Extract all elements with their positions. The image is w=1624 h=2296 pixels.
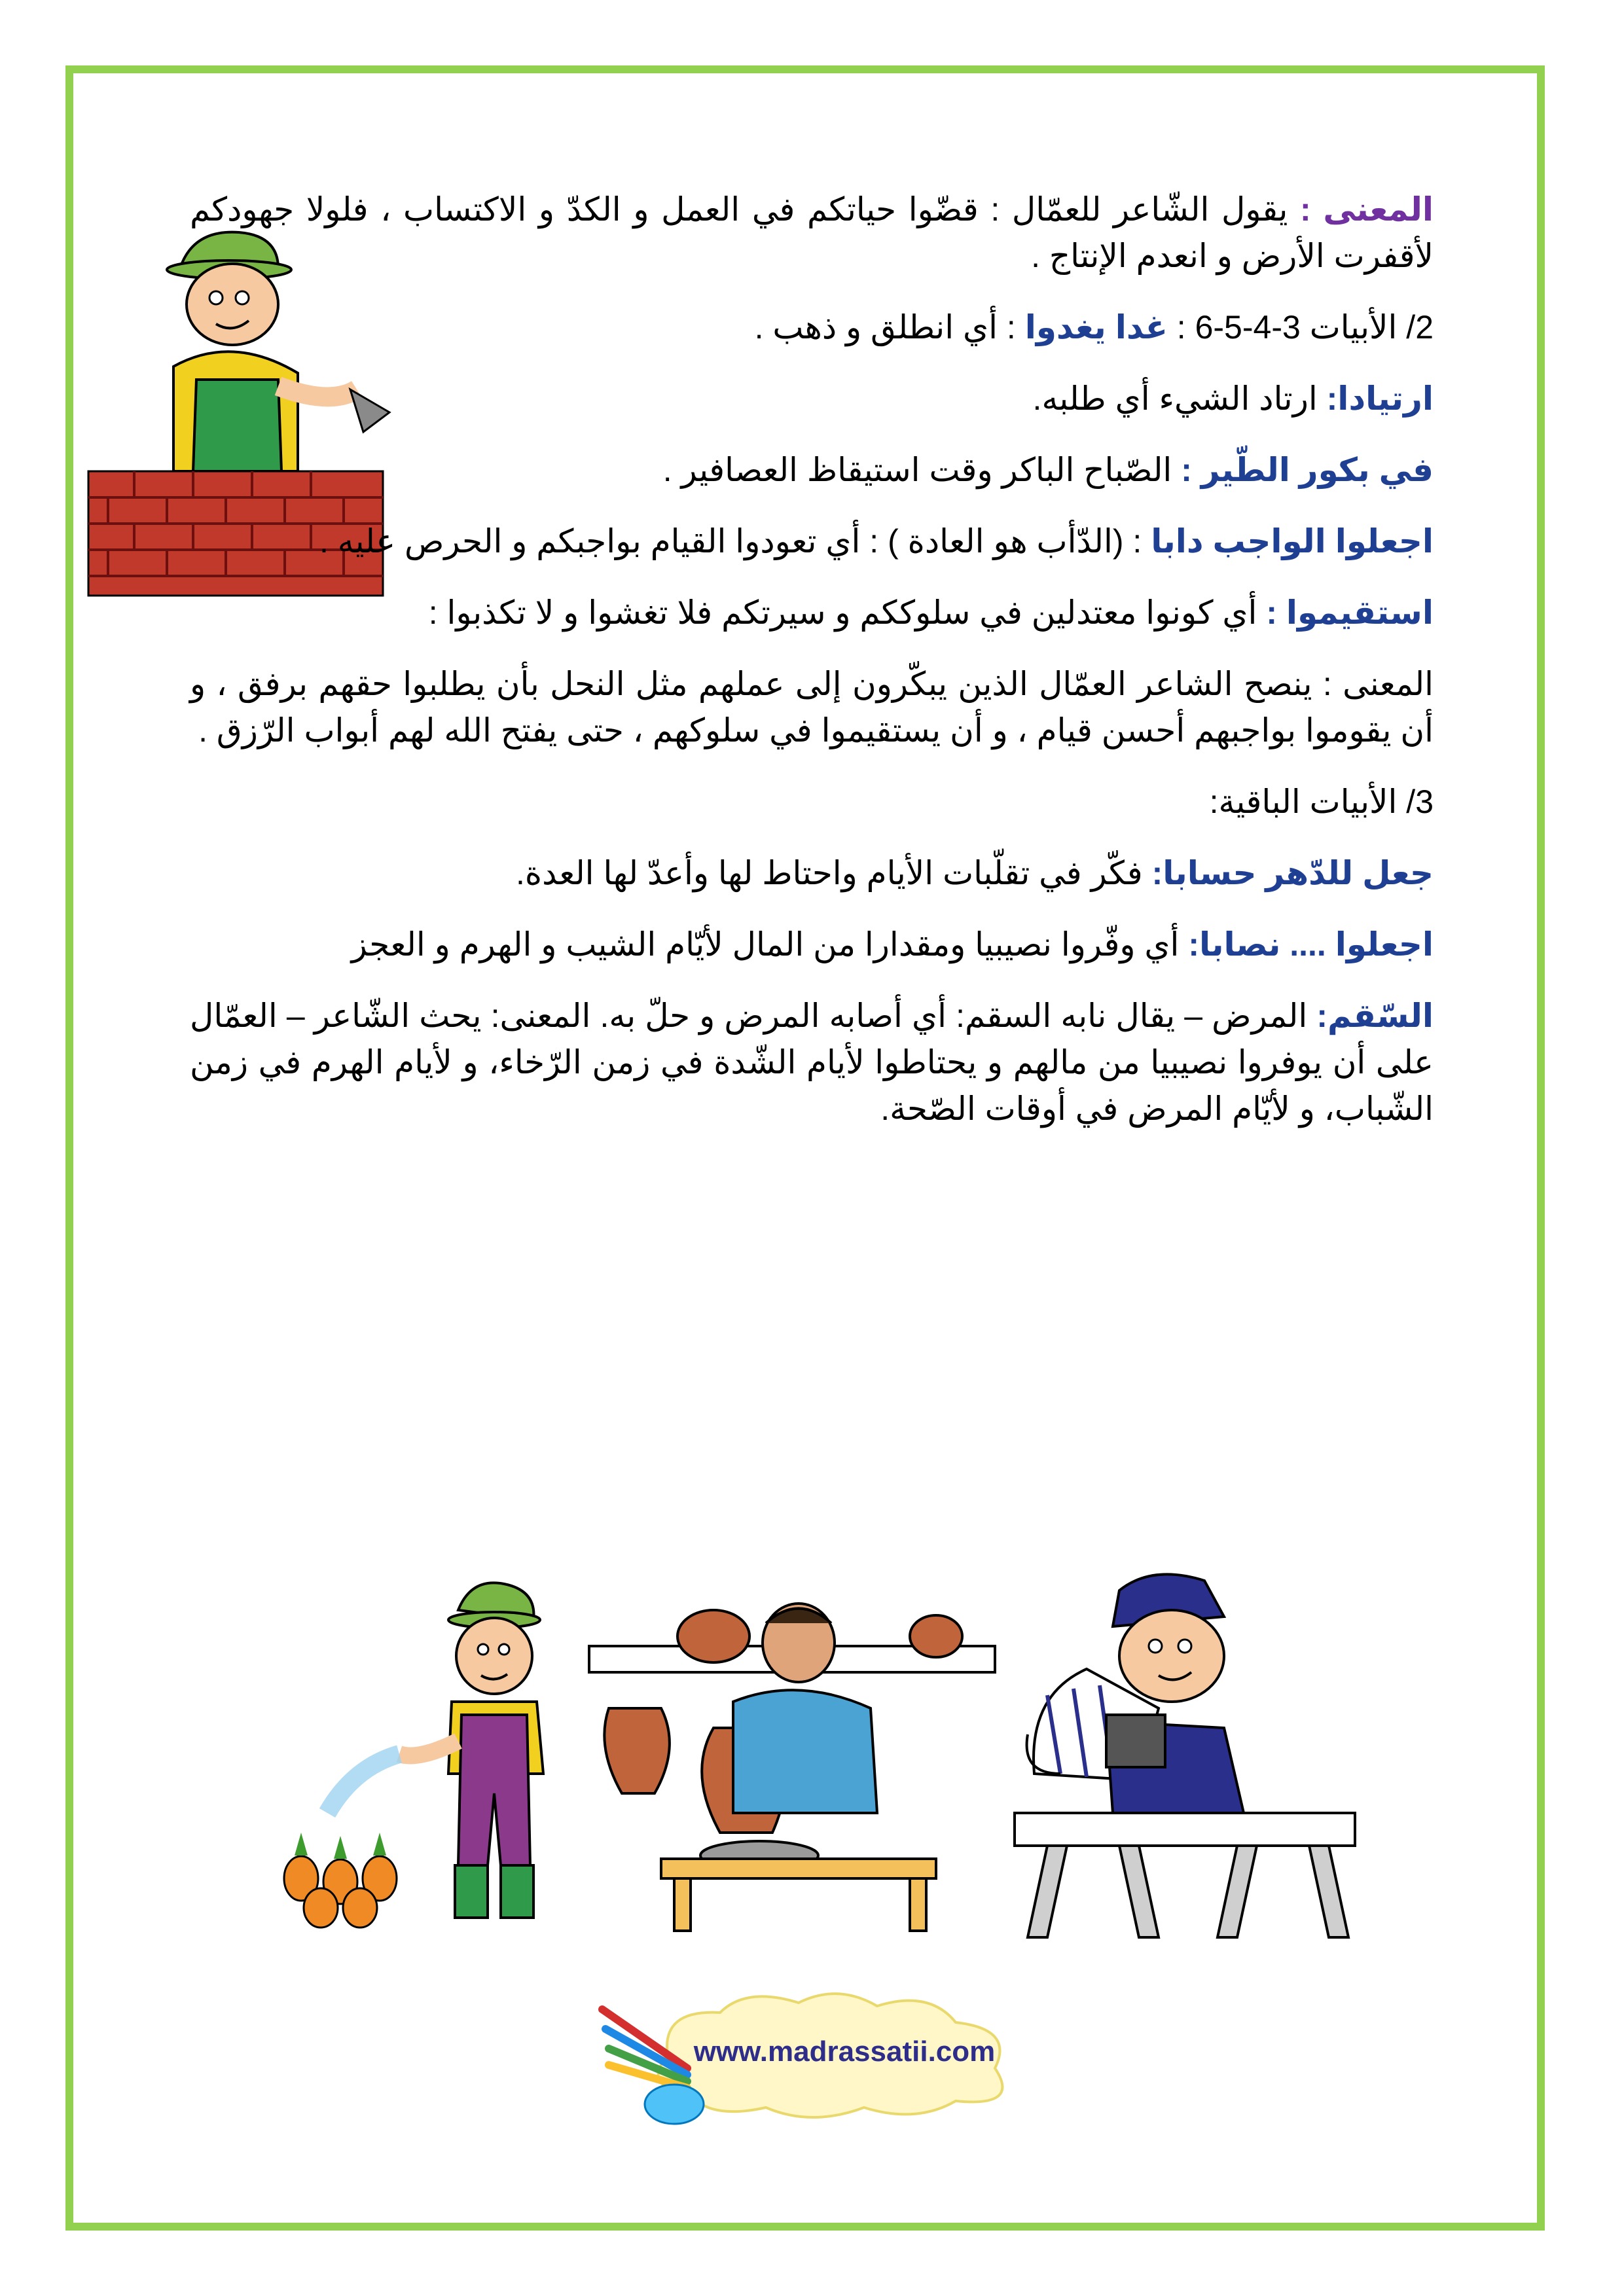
- term: غدا يغدوا: [1024, 309, 1168, 346]
- term: في بكور الطّير :: [1181, 452, 1434, 488]
- definition: ارتاد الشيء أي طلبه.: [1032, 380, 1327, 417]
- paragraph-remaining-verses: 3/ الأبيات الباقية:: [1209, 783, 1434, 820]
- section-label: 2/ الأبيات 3-4-5-6 :: [1167, 309, 1434, 346]
- paragraph-verses-3-6: [190, 304, 1434, 351]
- paragraph-meaning-2: المعنى : ينصح الشاعر العمّال الذين يبكّرون إلى عملهم مثل النحل بأن يطلبوا حقهم برفق ، و أن يقوموا بواجبهم أحسن قيام ، و أن يستقيموا في سلوكهم ، حتى يفتح الله لهم أبواب الرّزق .: [190, 666, 1434, 749]
- potter-illustration: [583, 1597, 1001, 1937]
- gardener-illustration: [275, 1571, 589, 1937]
- paragraph-meaning-1: [190, 187, 1434, 279]
- paragraph-irtiyad: [190, 376, 1434, 422]
- paragraph-istaqimu: [190, 590, 1434, 636]
- term: جعل للدّهر حسابا:: [1151, 855, 1434, 891]
- term: اجعلوا الواجب دابا: [1151, 523, 1434, 560]
- carpenter-illustration: [1008, 1564, 1362, 1950]
- paragraph-bukur: [190, 447, 1434, 493]
- term: المعنى :: [1300, 191, 1434, 228]
- definition: المرض – يقال نابه السقم: أي أصابه المرض و حلّ به. المعنى: يحث الشّاعر – العمّال على أن يوفروا نصيبيا من مالهم و يحتاطوا لأيام الشّدة في زمن الرّخاء، و لأيام الهرم في زمن الشّباب، و لأيّام المرض في أوقات الصّحة.: [190, 997, 1434, 1127]
- paragraph-dahr: [190, 850, 1434, 897]
- term: استقيموا :: [1266, 594, 1434, 631]
- definition: : (الدّأب هو العادة ) : أي تعودوا القيام بواجبكم و الحرص عليه .: [319, 523, 1151, 560]
- paragraph-wajib: [190, 518, 1434, 565]
- definition: أي وفّروا نصيبيا ومقدارا من المال لأيّام الشيب و الهرم و العجز: [351, 926, 1189, 963]
- definition: يقول الشّاعر للعمّال : قضّوا حياتكم في العمل و الكدّ و الاكتساب ، فلولا جهودكم لأقفرت الأرض و انعدم الإنتاج .: [190, 191, 1434, 274]
- definition: الصّباح الباكر وقت استيقاظ العصافير .: [662, 452, 1182, 488]
- lesson-text: [190, 187, 1434, 1157]
- term: ارتيادا:: [1326, 380, 1434, 417]
- logo-text: www.madrassatii.com: [693, 2036, 996, 2068]
- definition: : أي انطلق و ذهب .: [754, 309, 1025, 346]
- site-logo: [589, 1983, 1047, 2127]
- term: اجعلوا .... نصابا:: [1188, 926, 1434, 963]
- paragraph-nisab: [190, 922, 1434, 968]
- definition: فكّر في تقلّبات الأيام واحتاط لها وأعدّ لها العدة.: [515, 855, 1152, 891]
- definition: أي كونوا معتدلين في سلوككم و سيرتكم فلا تغشوا و لا تكذبوا :: [428, 594, 1267, 631]
- paragraph-suqm: [190, 993, 1434, 1132]
- term: السّقم:: [1316, 997, 1434, 1034]
